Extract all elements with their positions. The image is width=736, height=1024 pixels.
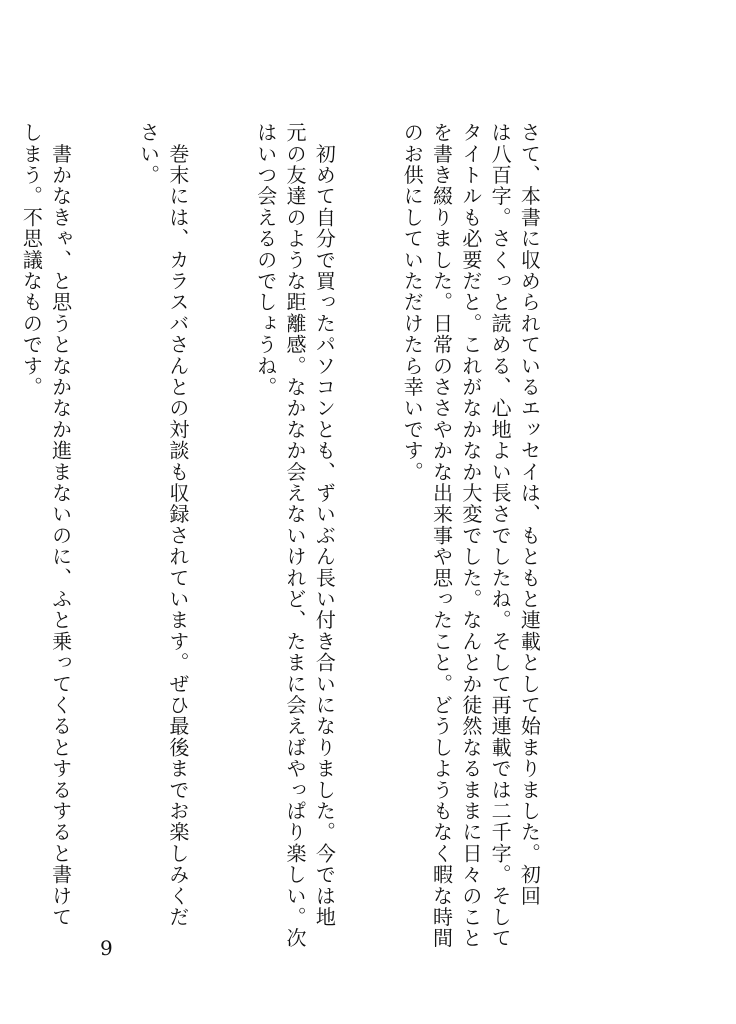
paragraph-intro: さて、本書に収められているエッセイは、もともと連載として始まりました。初回 は八百字。さくっと読める、心地よい長さでしたね。そして再連載では二千字。そして タイトルも必要だと。これがなかなか大変でした。なんとか徒然なるままに日々のこと を書き綴りました。日常のささやかな出来事や思ったこと。どうしようもなく暇な時間 のお供にしていただけたら幸いです。 [400,122,542,949]
paragraph-dialogue: 巻末には、カラスバさんとの対談も収録されています。ぜひ最後までお楽しみくだ さい。 [136,122,190,928]
paragraph-computer: 初めて自分で買ったパソコンとも、ずいぶん長い付き合いになりました。今では地 元の友達のような距離感。なかなか会えないけれど、たまに会えばやっぱり楽しい。次 はいつ会えるのでしょうね。 [253,122,337,949]
paragraph-writing: 書かなきゃ、と思うとなかなか進まないのに、ふと乗ってくるとするすると書けて しまう。不思議なものです。 [19,122,73,928]
body-text [0,122,602,949]
page-number: 9 [100,936,113,960]
